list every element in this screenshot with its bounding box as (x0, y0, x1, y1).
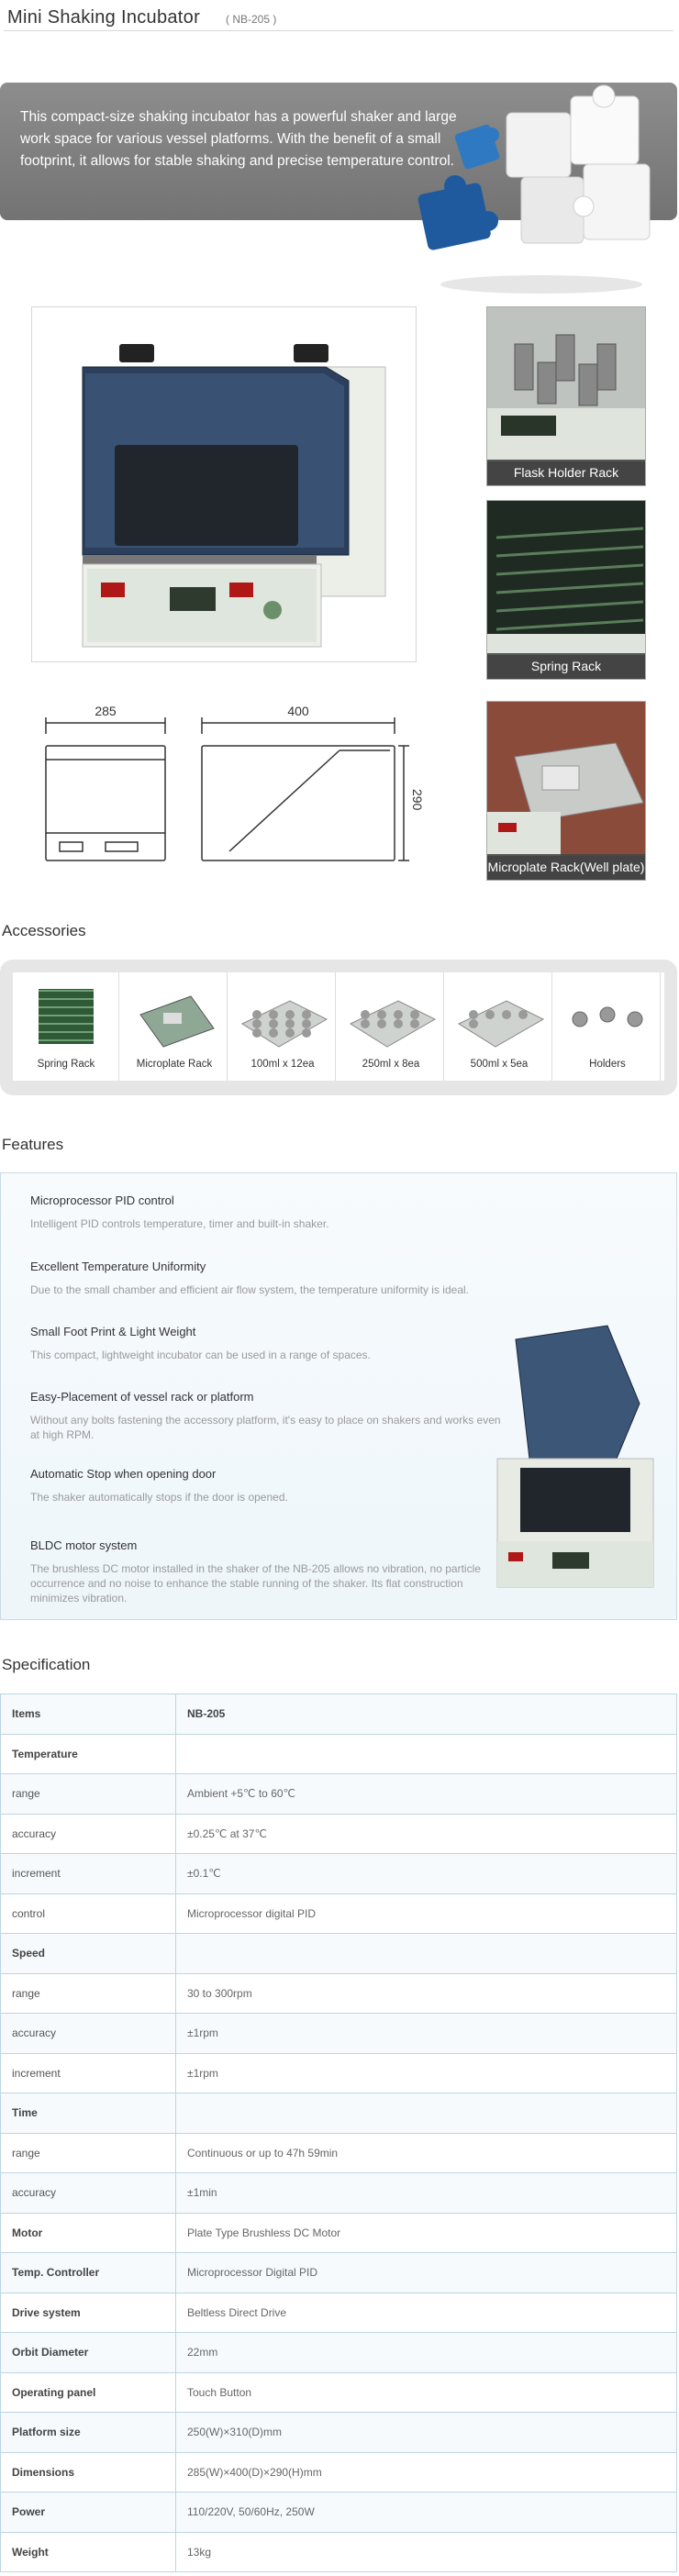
feature-title: Microprocessor PID control (30, 1194, 174, 1207)
thumb-flask-holder-rack (486, 306, 646, 486)
spec-value: 13kg (176, 2532, 677, 2572)
accessory-label: 250ml x 8ea (362, 1059, 420, 1070)
feature-item (30, 1260, 507, 1297)
spec-row (1, 2493, 677, 2533)
feature-title: Easy-Placement of vessel rack or platform (30, 1390, 254, 1404)
thumb-caption: Microplate Rack(Well plate) (487, 854, 645, 880)
spec-value: ±1rpm (176, 2014, 677, 2054)
accessory-item (229, 972, 336, 1081)
spec-value: ±1min (176, 2173, 677, 2214)
spec-label: Platform size (1, 2413, 176, 2453)
spec-label: increment (1, 1854, 176, 1894)
spec-value (176, 1934, 677, 1974)
accessory-label: Microplate Rack (136, 1059, 213, 1070)
spec-row (1, 2293, 677, 2333)
spec-row (1, 2372, 677, 2413)
accessory-label: 500ml x 5ea (470, 1059, 529, 1070)
feature-description: Without any bolts fastening the accessory platform, it's easy to place on shakers and works even at high RPM. (30, 1414, 501, 1441)
incubator-image (32, 307, 416, 661)
spec-label: increment (1, 2053, 176, 2093)
dimension-drawing (28, 704, 425, 879)
intro-text: This compact-size shaking incubator has a powerful shaker and large work space for various vessel platforms. With the benefit of a small footprint, it allows for stable shaking and precise temperature control. (20, 109, 457, 169)
feature-item (30, 1390, 507, 1442)
spec-value: 250(W)×310(D)mm (176, 2413, 677, 2453)
accessory-item (121, 972, 228, 1081)
spec-value: ±1rpm (176, 2053, 677, 2093)
specification-table (0, 1693, 677, 2572)
accessory-item (554, 972, 661, 1081)
spec-row (1, 1934, 677, 1974)
spec-value: Microprocessor Digital PID (176, 2253, 677, 2293)
feature-title: Excellent Temperature Uniformity (30, 1260, 206, 1273)
microplate-rack-image (487, 702, 645, 856)
spec-row (1, 2213, 677, 2253)
accessories-heading: Accessories (2, 922, 86, 939)
spec-value: Plate Type Brushless DC Motor (176, 2213, 677, 2253)
spec-row (1, 2333, 677, 2373)
spec-label: Temp. Controller (1, 2253, 176, 2293)
thumb-caption: Spring Rack (487, 653, 645, 679)
feature-item (30, 1325, 507, 1362)
spec-value: 110/220V, 50/60Hz, 250W (176, 2493, 677, 2533)
accessory-label: 100ml x 12ea (250, 1059, 315, 1070)
accessory-item (338, 972, 444, 1081)
spec-row (1, 1893, 677, 1934)
spec-row (1, 1694, 677, 1735)
spec-value: Beltless Direct Drive (176, 2293, 677, 2333)
model-number: ( NB-205 ) (226, 13, 277, 26)
spring-rack-icon (18, 978, 114, 1053)
feature-description: The shaker automatically stops if the door is opened. (30, 1491, 288, 1504)
spec-label: Orbit Diameter (1, 2333, 176, 2373)
spec-label: accuracy (1, 2173, 176, 2214)
spec-row (1, 2053, 677, 2093)
spec-label: Items (1, 1694, 176, 1735)
feature-item (30, 1467, 507, 1505)
spec-row (1, 1973, 677, 2014)
accessory-label: Holders (589, 1059, 626, 1070)
accessory-item (446, 972, 552, 1081)
thumb-spring-rack (486, 500, 646, 680)
feature-description: Intelligent PID controls temperature, timer and built-in shaker. (30, 1217, 329, 1230)
spec-row (1, 1734, 677, 1774)
flask-holder-icon (451, 978, 547, 1053)
puzzle-illustration (404, 87, 679, 307)
spec-row (1, 2093, 677, 2134)
spec-label: accuracy (1, 2014, 176, 2054)
dim-width-label: 285 (95, 704, 117, 718)
page-header (4, 4, 673, 31)
spec-label: range (1, 1973, 176, 2014)
spec-row (1, 2014, 677, 2054)
specification-heading: Specification (2, 1656, 91, 1673)
features-heading: Features (2, 1136, 64, 1153)
spec-value: 22mm (176, 2333, 677, 2373)
spec-value: Microprocessor digital PID (176, 1893, 677, 1934)
dim-depth-label: 400 (287, 704, 309, 718)
feature-title: BLDC motor system (30, 1538, 138, 1552)
thumb-microplate-rack (486, 701, 646, 881)
accessories-panel (0, 960, 677, 1095)
spec-row (1, 1814, 677, 1854)
spec-row (1, 2532, 677, 2572)
flask-holder-icon (235, 978, 330, 1053)
dim-height-label: 290 (410, 789, 425, 811)
spec-row (1, 2413, 677, 2453)
spec-value: NB-205 (176, 1694, 677, 1735)
spec-label: accuracy (1, 1814, 176, 1854)
spec-label: Temperature (1, 1734, 176, 1774)
feature-title: Automatic Stop when opening door (30, 1467, 217, 1481)
spec-row (1, 2133, 677, 2173)
feature-description: The brushless DC motor installed in the shaker of the NB-205 allows no vibration, no particle occurrence and no noise to enhance the stable running of the shaker. Its flat construction minimizes vibration. (30, 1562, 481, 1604)
thumb-caption: Flask Holder Rack (487, 460, 645, 485)
spec-label: Motor (1, 2213, 176, 2253)
spec-value: 285(W)×400(D)×290(H)mm (176, 2452, 677, 2493)
feature-item (30, 1194, 507, 1231)
spec-label: Operating panel (1, 2372, 176, 2413)
holder-clamp-icon (560, 978, 655, 1053)
page-title: Mini Shaking Incubator (7, 7, 201, 28)
spec-row (1, 1774, 677, 1815)
spec-value: Touch Button (176, 2372, 677, 2413)
spec-value: Ambient +5℃ to 60℃ (176, 1774, 677, 1815)
spec-label: control (1, 1893, 176, 1934)
spec-row (1, 2452, 677, 2493)
accessory-label: Spring Rack (37, 1059, 95, 1070)
spec-label: Drive system (1, 2293, 176, 2333)
feature-title: Small Foot Print & Light Weight (30, 1325, 196, 1338)
spec-label: Dimensions (1, 2452, 176, 2493)
accessories-list (13, 972, 664, 1081)
spec-label: Weight (1, 2532, 176, 2572)
flask-holder-image (487, 307, 645, 461)
feature-item (30, 1538, 507, 1605)
microplate-rack-icon (127, 978, 222, 1053)
spec-label: Speed (1, 1934, 176, 1974)
spec-row (1, 2253, 677, 2293)
spec-label: range (1, 2133, 176, 2173)
flask-holder-icon (343, 978, 439, 1053)
spec-value (176, 1734, 677, 1774)
spec-row (1, 1854, 677, 1894)
incubator-photo (31, 306, 417, 662)
feature-description: Due to the small chamber and efficient air flow system, the temperature uniformity is ideal. (30, 1283, 469, 1296)
incubator-open-photo (479, 1321, 662, 1596)
spec-value: Continuous or up to 47h 59min (176, 2133, 677, 2173)
spec-value: ±0.25℃ at 37℃ (176, 1814, 677, 1854)
spec-label: range (1, 1774, 176, 1815)
spec-value (176, 2093, 677, 2134)
spec-label: Power (1, 2493, 176, 2533)
spec-label: Time (1, 2093, 176, 2134)
spec-value: ±0.1℃ (176, 1854, 677, 1894)
spec-row (1, 2173, 677, 2214)
spring-rack-image (487, 501, 645, 655)
accessory-item (13, 972, 119, 1081)
feature-description: This compact, lightweight incubator can be used in a range of spaces. (30, 1349, 371, 1361)
spec-value: 30 to 300rpm (176, 1973, 677, 2014)
